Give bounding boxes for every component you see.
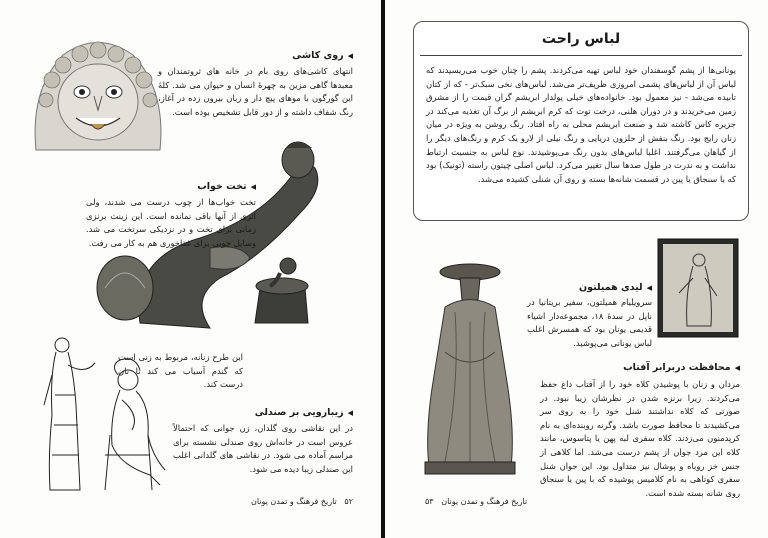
left-footer [251,497,353,506]
triangle-bullet-icon: ◀ [347,52,353,60]
box-text: یونانی‌ها از پشم گوسفندان خود لباس تهیه می‌کردند. پشم را چنان خوب می‌ریسیدند که لباس آن از لباس‌های پشمی امروزی ظریف‌تر می‌شد. لباس‌های نخی سبک‌تر - که از کتان تابیده می‌شد - نیز معمول بود. خانواده‌های خیلی پولدار ابریشم گران قیمت را از مشرق زمین می‌خریدند و در دوران هلنی، درخت توت که کرم ابریشم از برگ آن تغذیه می‌کند در جزیره کاس کاشته شد و صنعت ابریشم محلی به راه افتاد. رنگ روشن به ویژه در میان زنان رایج بود. رنگ بنفش از حلزون دریایی و رنگ نیلی از لارو یک کرم و رنگ‌های دیگر را از گیاهان می‌گرفتند. اغلبا لباس‌های بدون رنگ می‌پوشیدند. نوع لباس به جنسیت ارتباط نداشت و به ندرت در طول صدها سال تغییر می‌کرد. لباس اصلی چیتون راسته (تونیک) بود که با سنجاق یا پین در قسمت شانه‌ها بسته و روی آن شنلی کشیده می‌شد. [426,65,736,184]
footer-title: تاریخ فرهنگ و تمدن یونان [441,497,528,506]
section-text-chair: در این نقاشی روی گلدان، زن جوانی که احتمالاً عروس است در خانه‌اش روی صندلی نشسته برای مراسم آماده می شود. در نقاشی های گلدانی اغلب این صندلی زیبا دیده می شود. [173,423,353,474]
section-text-sun: مردان و زنان با پوشیدن کلاه خود را از آفتاب داغ حفظ می‌کردند. زیرا برنزه شدن در نظرشان زیبا نبود. در صورتی که کلاه نداشتند شنل خود را به روی سر می‌کشیدند تا محافظ صورت باشد. وگرنه روبنده‌ای به نام کرپدمنون می‌زدند. کلاه سفری لبه پهن یا پتاسوس، مانند کلاه این مرد جوان از پشم درست می‌شد. اما کلاهی از جنس خز روباه و پوشال نیز متداول بود. این جوان شنل سفری کوتاهی به نام کلامیس پوشیده که با پین یا سنجاق روی شانه بسته شده است. [540,379,740,498]
section-text-bed: تخت خواب‌ها از چوب درست می شدند، ولی اثری از آنها باقی نمانده است. این زینت برنزی زمانی برای تخت و در نزدیکی سرتخت می شد. وسایل چوبی برای غذاخوری هم به کار می رفت. [86,197,256,248]
gorgon-tile-image [28,30,168,155]
grinding-woman-caption: این طرح زنانه، مربوط به زنی است که گندم آسیاب می کند تا نان درست کند. [118,352,243,390]
page-number: ۵۳ [425,497,434,506]
left-page [0,0,381,538]
statuette-with-hat-image [415,262,525,477]
triangle-bullet-icon: ◀ [646,284,652,292]
section-heading-hamilton: ◀لیدی همیلتون [579,282,652,293]
box-title-rule [420,55,742,56]
section-heading-chair: ◀زیبارویی بر صندلی [254,407,353,418]
vase-painting-bride-image [40,335,170,495]
triangle-bullet-icon: ◀ [250,183,256,191]
section-heading-bed: ◀تخت خواب [197,181,256,192]
section-heading-sun: ◀محافظت دربرابر آفتاب [623,362,740,373]
section-text-tile: انتهای کاشی‌های روی بام در خانه های ثروتمندان و معبدها گاهی مزین به چهرهٔ انسان و حیوان می شد. کلهٔ این گورگون با موهای پیچ دار و زبان بیرون زده در آغاز، رنگ شفاف داشته و از دور قابل تشخیص بوده است. [158,66,353,117]
triangle-bullet-icon: ◀ [347,409,353,417]
comfortable-clothing-box [413,21,749,221]
lady-hamilton-painting-image [657,238,739,338]
section-text-hamilton: سرویلیام همیلتون، سفیر بریتانیا در ناپل در سدهٔ ۱۸، مجموعه‌دار اشیاء قدیمی یونان بود که همسرش اغلب لباس یونانی می‌پوشید. [527,297,652,348]
box-title: لباس راحت [541,31,621,47]
triangle-bullet-icon: ◀ [734,364,740,372]
right-page [385,0,768,538]
right-footer [425,497,527,506]
section-heading-tile: ◀روی کاشی [292,50,353,61]
page-number: ۵۲ [344,497,353,506]
footer-title: تاریخ فرهنگ و تمدن یونان [250,497,337,506]
